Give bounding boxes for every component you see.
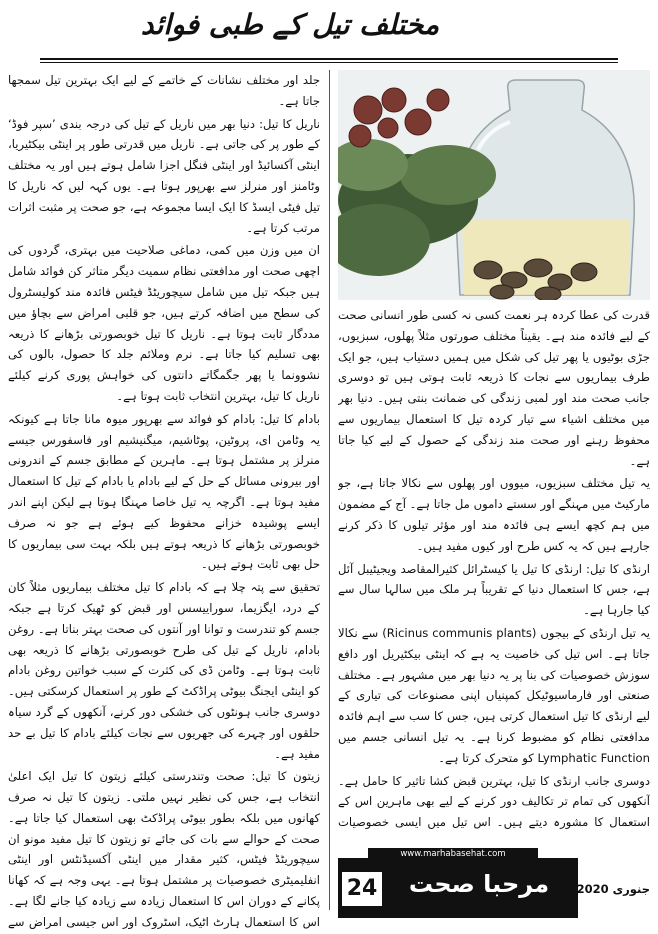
masthead-box — [338, 858, 578, 918]
website-url: www.marhabasehat.com — [368, 848, 538, 860]
right-column — [338, 305, 650, 835]
left-column — [8, 70, 320, 930]
paragraph: قدرت کی عطا کردہ ہر نعمت کسی نہ کسی طور انسانی صحت کے لیے فائدہ مند ہے۔ یقیناً مختلف صورتوں مثلاً پھلوں، سبزیوں، جڑی بوٹیوں یا پھر تیل کی شکل میں ہمیں دستیاب ہیں، جو ایک طرف بیماریوں سے نجات کا ذریعہ ثابت ہوتی ہیں تو دوسری جانب صحت مند اور لمبی زندگی کی ضمانت بنتی ہیں۔ دنیا بھر میں مختلف اشیاء سے تیار کردہ تیل کا استعمال بیماریوں سے محفوظ رہنے اور صحت مند زندگی کے حصول کے لیے کیا جاتا ہے۔ — [338, 308, 650, 468]
castor-plant-illustration — [338, 70, 650, 300]
paragraph: ان میں وزن میں کمی، دماغی صلاحیت میں بہتری، گردوں کی اچھی صحت اور مدافعتی نظام سمیت دیگر متاثر کن فوائد شامل ہیں جبکہ تیل میں شامل سیچوریٹڈ فیٹس فائدہ مند کولیسٹرول کی سطح میں اضافہ کرتے ہیں، جو قلبی امراض سے بچاؤ میں مددگار ثابت ہوتا ہے۔ ناریل کا تیل خوبصورتی بڑھانے کا ذریعہ بھی تسلیم کیا جاتا ہے۔ نرم وملائم جلد کا حصول، بالوں کی نشوونما یا پھر جگمگاتے دانتوں کی خواہش پوری کرنے کیلئے ناریل کا تیل، بہترین انتخاب ثابت ہوتا ہے۔ — [8, 243, 320, 403]
title-bar — [0, 0, 658, 58]
column-divider — [329, 70, 330, 910]
article-title: مختلف تیل کے طبی فوائد — [140, 8, 440, 41]
magazine-name: مرحبا صحت — [408, 870, 550, 898]
paragraph: بادام کا تیل: بادام کو فوائد سے بھرپور میوہ مانا جاتا ہے کیونکہ یہ وٹامن ای، پروٹین، پوٹاشیم، میگنیشیم اور فاسفورس جیسے منرلز پر مشتمل ہوتا ہے۔ ماہرین کے مطابق جسم کے اندرونی اور بیرونی مسائل کے حل کے لیے بادام یا بادام کے تیل کا استعمال مفید ہوتا ہے۔ اگرچہ یہ تیل خاصا مہنگا ہوتا ہے لیکن اپنے اندر ایسے پوشیدہ خزانے محفوظ کیے ہوئے ہے جو نہ صرف خوبصورتی بڑھانے کا ذریعہ ہوتے ہیں بلکہ بہت سی بیماریوں کا حل بھی ثابت ہوتے ہیں۔ — [8, 411, 320, 572]
page-number: 24 — [342, 872, 382, 906]
issue-date: جنوری 2020ء — [570, 882, 650, 896]
paragraph: دوسری جانب ارنڈی کا تیل، بہترین قبض کشا تاثیر کا حامل ہے۔ آنکھوں کی تمام تر تکالیف دور کرنے کے لیے بھی ماہرین اس کے استعمال کا مشورہ دیتے ہیں۔ اس تیل میں ایسی خصوصیات — [338, 773, 650, 830]
paragraph: ارنڈی کا تیل: ارنڈی کا تیل یا کیسٹرائل کثیرالمقاصد ویجیٹیبل آئل ہے، جس کا استعمال دنیا کے تقریباً ہر ملک میں سالہا سال سے کیا جارہا ہے۔ — [338, 561, 650, 618]
paragraph: یہ تیل ارنڈی کے بیجوں (Ricinus communis plants) سے نکالا جاتا ہے۔ اس تیل کی خاصیت یہ ہے کہ اینٹی بیکٹیریل اور دافع سوزش خصوصیات کی بنا پر یہ دنیا بھر میں مشہور ہے۔ مختلف صنعتی اور فارماسیوٹیکل کمپنیاں اپنی مصنوعات کی تیاری کے لیے ارنڈی کا تیل استعمال کرتی ہیں، جس کا سب سے اہم فائدہ مدافعتی نظام کو مضبوط کرنا ہے۔ یہ تیل انسانی جسم میں Lymphatic Function کو متحرک کرتا ہے۔ — [338, 625, 650, 765]
paragraph: زیتون کا تیل: صحت وتندرستی کیلئے زیتون کا تیل ایک اعلیٰ انتخاب ہے، جس کی نظیر نہیں ملتی۔ زیتون کا تیل نہ صرف کھانوں میں بلکہ بطور بیوٹی پراڈکٹ بھی استعمال کیا جاتا ہے۔ صحت کے حوالے سے بات کی جائے تو زیتون کا تیل مفید مونو ان سیچوریٹڈ فیٹس، کثیر مقدار میں اینٹی آکسیڈنٹس اور اینٹی انفلیمیٹری خصوصیات پر مشتمل ہوتا ہے۔ یہی وجہ ہے کہ کھانا پکانے کے دوران اس کا استعمال زیادہ سے زیادہ کیا جانے لگا ہے۔ اس کا استعمال ہارٹ اٹیک، اسٹروک اور اس جیسی امراض سے — [8, 769, 320, 929]
paragraph: جلد اور مختلف نشانات کے خاتمے کے لیے ایک بہترین تیل سمجھا جاتا ہے۔ — [8, 73, 320, 108]
magazine-footer — [338, 848, 650, 928]
castor-oil-photo — [338, 70, 650, 300]
paragraph: تحقیق سے پتہ چلا ہے کہ بادام کا تیل مختلف بیماریوں مثلاً کان کے درد، ایگزیما، سوراییسس اور قبض کو ٹھیک کرتا ہے جبکہ جسم کو تندرست و توانا اور آنتوں کی صحت بہتر بناتا ہے۔ روغن بادام، ناریل کے تیل کی طرح خوبصورتی بڑھانے کا ذریعہ بھی ثابت ہوتا ہے۔ وٹامن ڈی کی کثرت کے سبب خواتین روغن بادام کو اینٹی ایجنگ بیوٹی پراڈکٹ کے طور پر استعمال کرسکتی ہیں۔ دوسری جانب ہونٹوں کی خشکی دور کرنے، آنکھوں کے گرد سیاہ حلقوں اور چہرے کی جھریوں سے نجات کیلئے بادام کا تیل بے حد مفید ہے۔ — [8, 580, 320, 761]
paragraph: ناریل کا تیل: دنیا بھر میں ناریل کے تیل کی درجہ بندی ’سپر فوڈ‘ کے طور پر کی جاتی ہے۔ ناریل میں قدرتی طور پر اینٹی بیکٹیریا، اینٹی آکسائیڈ اور اینٹی فنگل اجزا شامل ہوتے ہیں اور یہ مختلف وٹامنز اور منرلز سے بھرپور ہوتا ہے۔ یوں کہہ لیں کہ ناریل کا تیل فیٹی ایسڈ کا ایک ایسا مجموعہ ہے، جو صحت پر مثبت اثرات مرتب کرتا ہے۔ — [8, 116, 320, 235]
paragraph: یہ تیل مختلف سبزیوں، میووں اور پھلوں سے نکالا جاتا ہے، جو مارکیٹ میں مہنگے اور سستے داموں مل جاتا ہے۔ آج کے مضمون میں ہم کچھ ایسے ہی فائدہ مند اور مؤثر تیلوں کا ذکر کرنے جارہے ہیں کہ یہ کس طرح اور کیوں مفید ہیں۔ — [338, 476, 650, 553]
title-rule — [40, 58, 618, 60]
title-rule-thin — [40, 62, 618, 63]
